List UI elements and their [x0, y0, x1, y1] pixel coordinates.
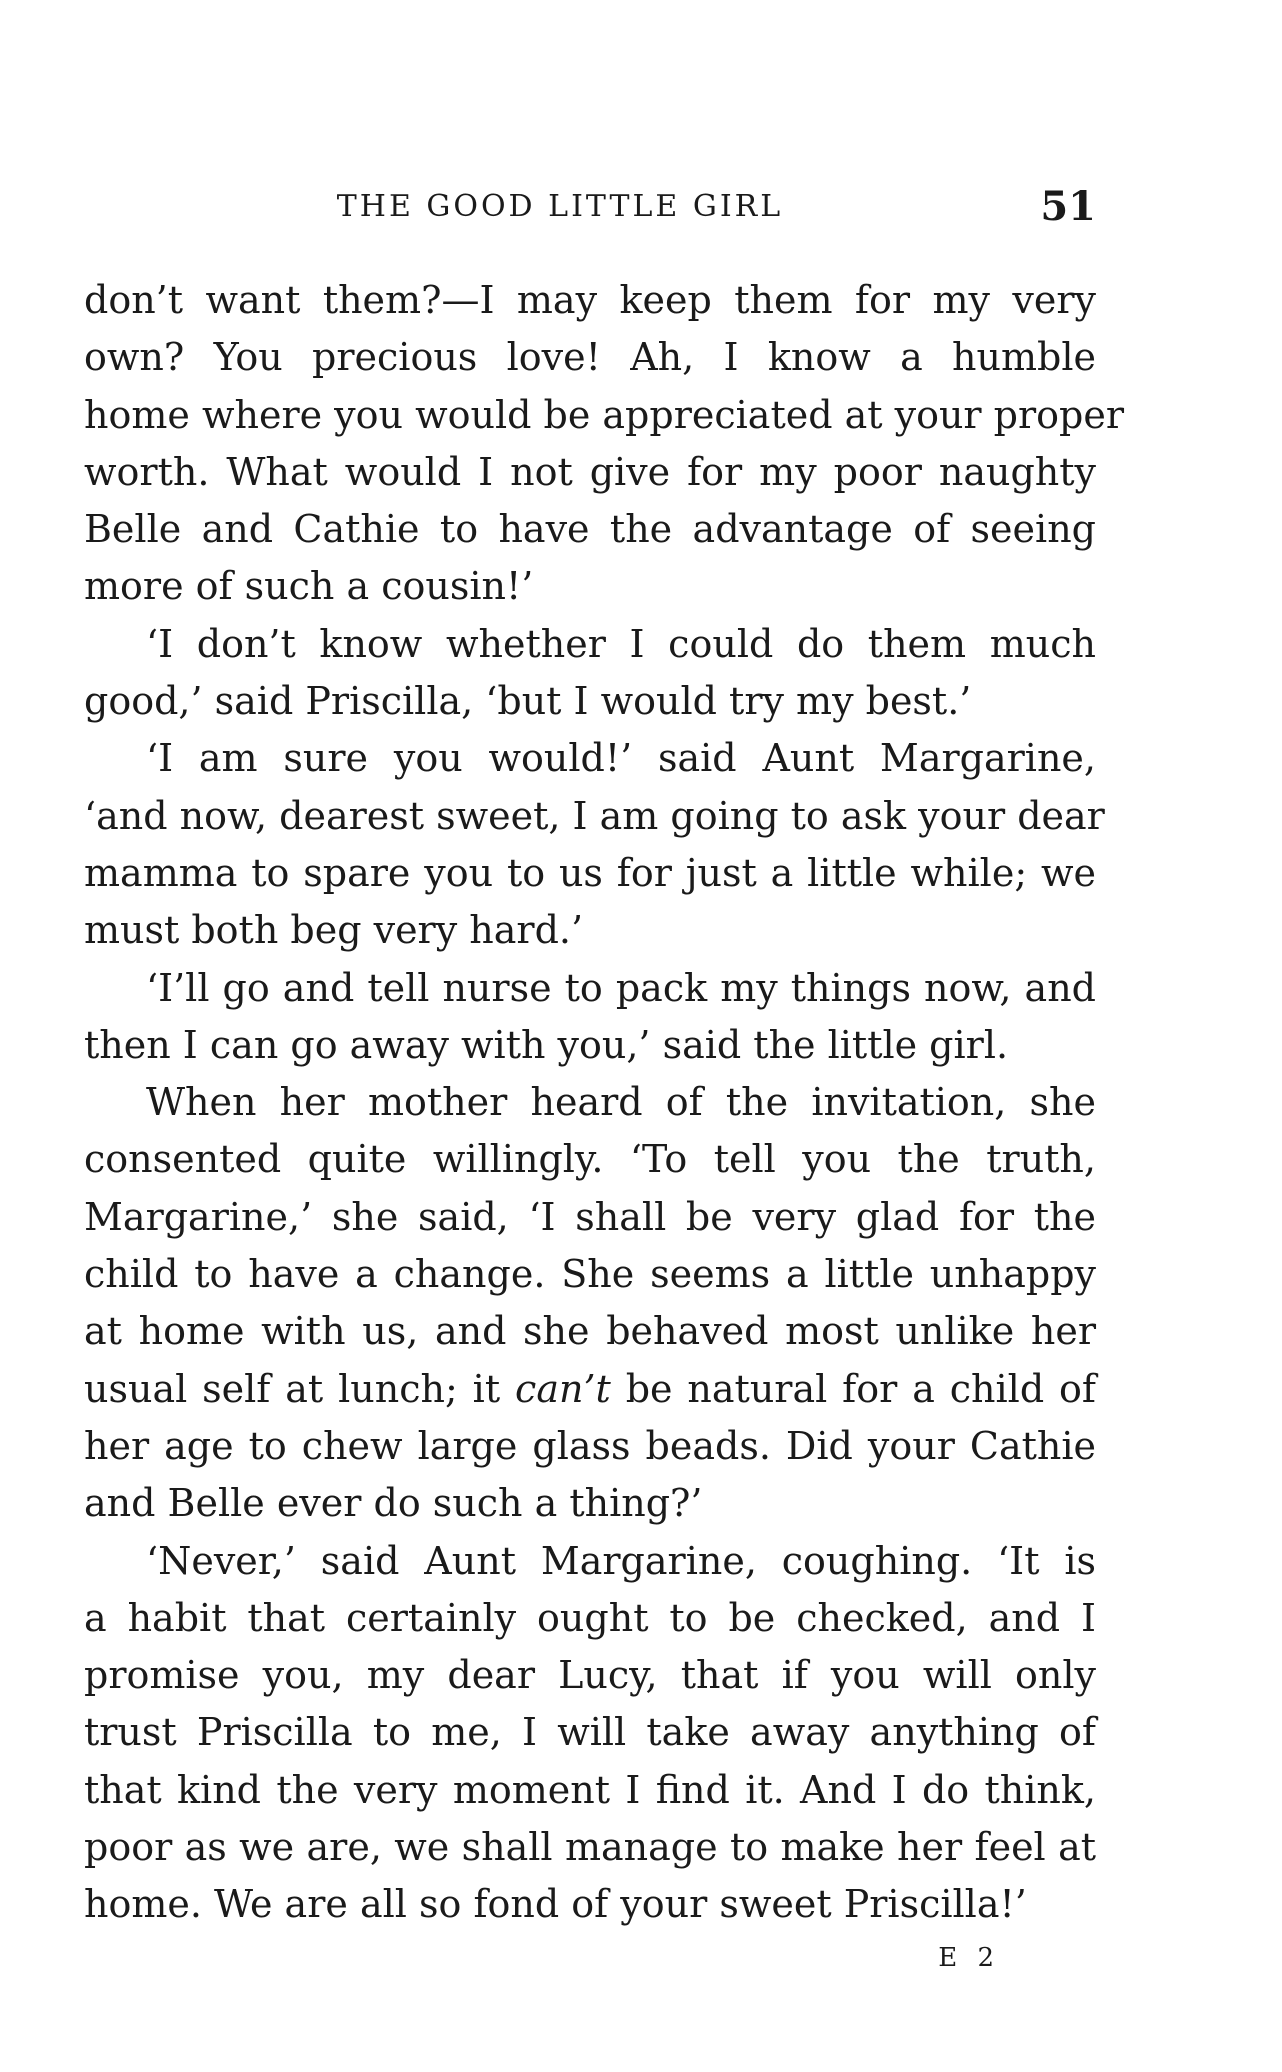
text-line: ‘I’ll go and tell nurse to pack my things now, and — [146, 965, 1096, 1010]
text-line: worth. What would I not give for my poor naughty — [84, 449, 1096, 494]
text-line: ‘Never,’ said Aunt Margarine, coughing. ‘It is — [146, 1538, 1096, 1583]
body-text — [84, 272, 1125, 1934]
text-line: usual self at lunch; it can’t be natural for a child of — [84, 1366, 1097, 1411]
text-line: mamma to spare you to us for just a little while; we — [84, 850, 1096, 895]
text-line: promise you, my dear Lucy, that if you will only — [84, 1653, 1096, 1698]
text-line: more of such a cousin!’ — [84, 564, 534, 609]
running-head — [84, 183, 1096, 230]
text-line: at home with us, and she behaved most unlike her — [84, 1309, 1096, 1354]
text-line: good,’ said Priscilla, ‘but I would try my best.’ — [84, 679, 972, 724]
text-line: consented quite willingly. ‘To tell you the truth, — [84, 1137, 1096, 1182]
text-line: and Belle ever do such a thing?’ — [84, 1481, 703, 1526]
text-line: trust Priscilla to me, I will take away anything of — [84, 1710, 1096, 1755]
page-number: 51 — [1040, 183, 1096, 230]
signature-mark: E 2 — [938, 1943, 1000, 1973]
text-line: ‘and now, dearest sweet, I am going to ask your dear — [84, 793, 1105, 838]
text-line: own? You precious love! Ah, I know a humble — [84, 335, 1096, 380]
text-line: home where you would be appreciated at your proper — [84, 392, 1125, 437]
text-line: home. We are all so fond of your sweet Priscilla!’ — [84, 1882, 1027, 1927]
text-line: ‘I am sure you would!’ said Aunt Margarine, — [146, 736, 1096, 781]
text-line: then I can go away with you,’ said the little girl. — [84, 1022, 1009, 1067]
text-line: a habit that certainly ought to be checked, and I — [84, 1595, 1096, 1640]
text-line: that kind the very moment I find it. And I do think, — [84, 1767, 1096, 1812]
running-title: THE GOOD LITTLE GIRL — [336, 189, 784, 224]
text-line: When her mother heard of the invitation, she — [146, 1080, 1096, 1125]
text-line: don’t want them?—I may keep them for my very — [84, 278, 1096, 322]
emphasis: can’t — [515, 1366, 611, 1411]
text-line: poor as we are, we shall manage to make her feel at — [84, 1825, 1096, 1870]
text-line: ‘I don’t know whether I could do them much — [146, 621, 1096, 666]
text-line: Belle and Cathie to have the advantage of seeing — [84, 507, 1096, 552]
text-line: child to have a change. She seems a little unhappy — [84, 1252, 1096, 1297]
text-line: her age to chew large glass beads. Did your Cathie — [84, 1423, 1096, 1468]
text-line: Margarine,’ she said, ‘I shall be very glad for the — [84, 1194, 1096, 1239]
text-line: must both beg very hard.’ — [84, 908, 584, 953]
